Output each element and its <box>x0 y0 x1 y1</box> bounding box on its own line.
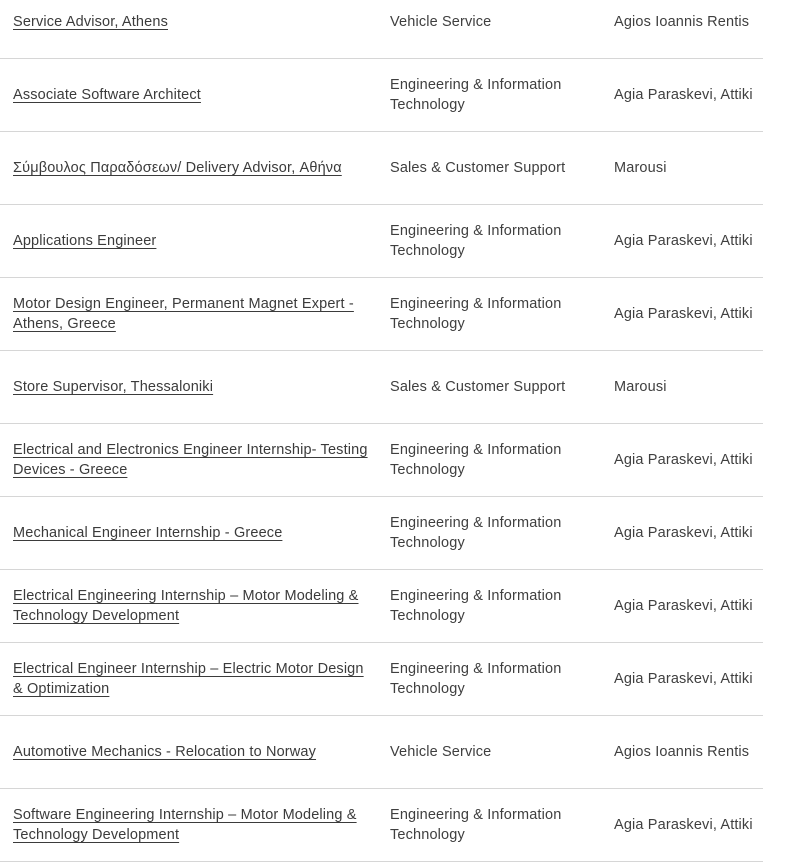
job-title-cell <box>0 789 390 862</box>
table-row <box>0 789 763 862</box>
department-label: Engineering & Information Technology <box>390 223 562 259</box>
department-label: Engineering & Information Technology <box>390 661 562 697</box>
job-title-link[interactable]: Electrical Engineer Internship – Electric Motor Design & Optimization <box>13 661 364 697</box>
job-title-link[interactable]: Associate Software Architect <box>13 87 201 103</box>
location-cell <box>614 716 763 789</box>
department-label: Sales & Customer Support <box>390 379 566 395</box>
job-title-cell <box>0 497 390 570</box>
department-cell <box>390 570 614 643</box>
job-title-cell <box>0 0 390 59</box>
location-label: Agia Paraskevi, Attiki <box>614 233 753 249</box>
department-cell <box>390 789 614 862</box>
job-title-link[interactable]: Mechanical Engineer Internship - Greece <box>13 525 283 541</box>
table-row <box>0 205 763 278</box>
table-row <box>0 278 763 351</box>
location-cell <box>614 351 763 424</box>
department-cell <box>390 643 614 716</box>
department-label: Engineering & Information Technology <box>390 296 562 332</box>
job-title-cell <box>0 643 390 716</box>
department-label: Engineering & Information Technology <box>390 515 562 551</box>
job-title-link[interactable]: Software Engineering Internship – Motor Modeling & Technology Development <box>13 807 357 843</box>
job-title-cell <box>0 205 390 278</box>
location-cell <box>614 789 763 862</box>
department-label: Sales & Customer Support <box>390 160 566 176</box>
department-cell <box>390 716 614 789</box>
location-cell <box>614 497 763 570</box>
table-row <box>0 643 763 716</box>
job-title-link[interactable]: Σύμβουλος Παραδόσεων/ Delivery Advisor, Αθήνα <box>13 160 342 176</box>
location-label: Agia Paraskevi, Attiki <box>614 452 753 468</box>
location-label: Agia Paraskevi, Attiki <box>614 306 753 322</box>
location-label: Agia Paraskevi, Attiki <box>614 671 753 687</box>
department-label: Engineering & Information Technology <box>390 442 562 478</box>
job-title-link[interactable]: Motor Design Engineer, Permanent Magnet Expert - Athens, Greece <box>13 296 354 332</box>
job-title-link[interactable]: Automotive Mechanics - Relocation to Norway <box>13 744 317 760</box>
job-title-cell <box>0 424 390 497</box>
table-row <box>0 424 763 497</box>
location-label: Agia Paraskevi, Attiki <box>614 525 753 541</box>
location-cell <box>614 424 763 497</box>
location-label: Agia Paraskevi, Attiki <box>614 87 753 103</box>
location-cell <box>614 205 763 278</box>
location-cell <box>614 132 763 205</box>
job-title-cell <box>0 351 390 424</box>
table-row <box>0 59 763 132</box>
job-title-cell <box>0 570 390 643</box>
location-cell <box>614 278 763 351</box>
department-cell <box>390 205 614 278</box>
location-cell <box>614 0 763 59</box>
table-row <box>0 0 763 59</box>
job-title-link[interactable]: Electrical and Electronics Engineer Internship- Testing Devices - Greece <box>13 442 368 478</box>
job-title-cell <box>0 132 390 205</box>
location-cell <box>614 643 763 716</box>
department-label: Engineering & Information Technology <box>390 77 562 113</box>
department-label: Engineering & Information Technology <box>390 807 562 843</box>
location-label: Agios Ioannis Rentis <box>614 14 750 30</box>
department-cell <box>390 0 614 59</box>
department-cell <box>390 132 614 205</box>
table-row <box>0 132 763 205</box>
department-label: Vehicle Service <box>390 744 492 760</box>
location-label: Marousi <box>614 160 667 176</box>
location-label: Marousi <box>614 379 667 395</box>
job-title-cell <box>0 716 390 789</box>
job-title-link[interactable]: Store Supervisor, Thessaloniki <box>13 379 214 395</box>
department-cell <box>390 59 614 132</box>
location-label: Agios Ioannis Rentis <box>614 744 750 760</box>
job-title-cell <box>0 59 390 132</box>
department-label: Vehicle Service <box>390 14 492 30</box>
location-label: Agia Paraskevi, Attiki <box>614 598 753 614</box>
department-cell <box>390 424 614 497</box>
job-title-link[interactable]: Electrical Engineering Internship – Motor Modeling & Technology Development <box>13 588 359 624</box>
table-row <box>0 570 763 643</box>
table-row <box>0 351 763 424</box>
table-row <box>0 716 763 789</box>
department-cell <box>390 351 614 424</box>
department-cell <box>390 278 614 351</box>
location-cell <box>614 570 763 643</box>
job-title-link[interactable]: Applications Engineer <box>13 233 157 249</box>
department-label: Engineering & Information Technology <box>390 588 562 624</box>
job-title-cell <box>0 278 390 351</box>
location-label: Agia Paraskevi, Attiki <box>614 817 753 833</box>
table-row <box>0 497 763 570</box>
location-cell <box>614 59 763 132</box>
department-cell <box>390 497 614 570</box>
job-title-link[interactable]: Service Advisor, Athens <box>13 14 168 30</box>
